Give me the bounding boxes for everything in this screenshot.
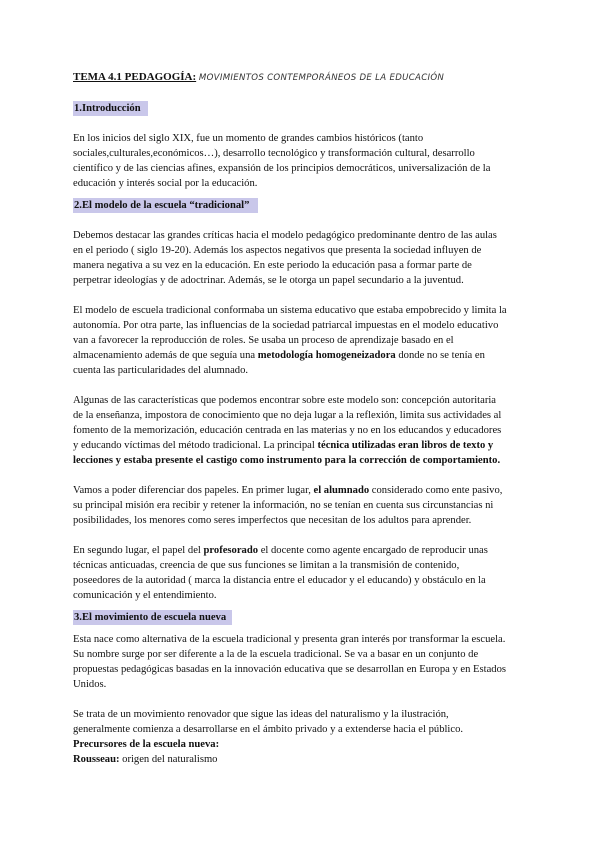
bold-term: técnica utilizadas eran libros de texto y (317, 440, 494, 451)
title-subtitle: MOVIMIENTOS CONTEMPORÁNEOS DE LA EDUCACIÓN (198, 73, 445, 83)
text-line: cuenta las particularidades del alumnado. (73, 365, 249, 376)
text-line: técnicas anticuadas, creencia de que sus funciones se limitan a la transmisión de contenido, (73, 560, 460, 571)
text-line: Se trata de un movimiento renovador que sigue las ideas del naturalismo y la ilustración, (73, 709, 449, 720)
text-line: Algunas de las características que podemos encontrar sobre este modelo son: concepción autoritaria (73, 395, 497, 406)
paragraph-modelo-escuela (73, 303, 525, 378)
section-heading-introduccion: 1.Introducción (73, 101, 148, 116)
section-heading-escuela-nueva: 3.El movimiento de escuela nueva (73, 610, 232, 625)
text-line: manera negativa a su vez en la educación. En este periodo la educación pasa a formar parte de (73, 260, 472, 271)
text-span: y educando víctimas del método tradicional. La principal (73, 440, 318, 451)
precursors-label (73, 737, 525, 752)
text-line: poseedores de la autoridad ( marca la distancia entre el educador y el educando) y obstáculo en la (73, 575, 486, 586)
text-line: Su nombre surge por ser diferente a la de la escuela tradicional. Se va a basar en un conjunto de (73, 649, 479, 660)
page-title (73, 70, 525, 86)
bold-term: profesorado (203, 545, 259, 556)
text-line: de la enseñanza, impostora de conocimiento que no deja lugar a la reflexión, limita sus actividades al (73, 410, 502, 421)
text-line: autonomía. Por otra parte, las influencias de la sociedad patriarcal impuestas en el modelo educativo (73, 320, 499, 331)
text-line (73, 543, 525, 558)
text-line (73, 453, 525, 468)
paragraph-alumnado (73, 483, 525, 528)
text-span: En segundo lugar, el papel del (73, 545, 204, 556)
text-line: Esta nace como alternativa de la escuela tradicional y presenta gran interés por transformar la escuela. (73, 634, 506, 645)
paragraph-profesorado (73, 543, 525, 603)
text-line: Debemos destacar las grandes críticas hacia el modelo pedagógico predominante dentro de las aulas (73, 230, 497, 241)
bold-term: metodología homogeneizadora (257, 350, 396, 361)
text-span: el docente como agente encargado de reproducir unas (258, 545, 488, 556)
text-line (73, 348, 525, 363)
text-span: Vamos a poder diferenciar dos papeles. En primer lugar, (73, 485, 314, 496)
rousseau-line (73, 752, 525, 767)
text-line: Unidos. (73, 679, 107, 690)
text-line: sociales,culturales,económicos…), desarrollo tecnológico y transformación cultural, desarrollo (73, 148, 475, 159)
paragraph-introduccion (73, 131, 525, 191)
text-line: generalmente comienza a desarrollarse en el ámbito privado y a extenderse hacia el público. (73, 724, 464, 735)
text-span: origen del naturalismo (119, 754, 218, 765)
text-span: considerado como ente pasivo, (369, 485, 503, 496)
text-line: educación y interés social por la educación. (73, 178, 258, 189)
section-heading-modelo-tradicional: 2.El modelo de la escuela “tradicional” (73, 198, 258, 213)
text-line (73, 438, 525, 453)
title-prefix: TEMA 4.1 PEDAGOGÍA: (73, 71, 197, 83)
paragraph-movimiento-renovador (73, 707, 525, 737)
text-line: fomento de la memorización, educación centrada en las materias y no en los educandos y educadores (73, 425, 502, 436)
text-span: almacenamiento además de que seguía una (73, 350, 258, 361)
bold-term: Rousseau: (73, 754, 120, 765)
text-line: posibilidades, los menores como seres imperfectos que necesitan de los adultos para aprender. (73, 515, 472, 526)
text-line: propuestas pedagógicas basadas en la innovación educativa que se desarrollan en Europa y en Estados (73, 664, 507, 675)
text-line: van a favorecer la reproducción de roles. Se usaba un proceso de aprendizaje basado en el (73, 335, 454, 346)
text-line: en el periodo ( siglo 19-20). Además los aspectos negativos que presenta la sociedad influyen de (73, 245, 482, 256)
paragraph-criticas (73, 228, 525, 288)
bold-term: Precursores de la escuela nueva: (73, 739, 220, 750)
document-content (73, 70, 525, 767)
paragraph-caracteristicas (73, 393, 525, 468)
paragraph-escuela-nueva (73, 632, 525, 692)
text-line: su principal misión era recibir y retener la información, no se tenían en cuenta sus circunstancias ni (73, 500, 494, 511)
text-span: donde no se tenía en (395, 350, 485, 361)
text-line (73, 483, 525, 498)
text-line: El modelo de escuela tradicional conformaba un sistema educativo que estaba empobrecido y limita la (73, 305, 507, 316)
bold-term: el alumnado (313, 485, 370, 496)
bold-term: lecciones y estaba presente el castigo como instrumento para la corrección de comportamiento. (73, 455, 501, 466)
text-line: perpetrar ideologías y de adoctrinar. Además, se le otorga un papel secundario a la juventud. (73, 275, 464, 286)
text-line: comunicación y el entendimiento. (73, 590, 217, 601)
text-line: En los inicios del siglo XIX, fue un momento de grandes cambios históricos (tanto (73, 133, 424, 144)
text-line: científico y de las ciencias afines, expansión de los principios democráticos, universalización de la (73, 163, 491, 174)
